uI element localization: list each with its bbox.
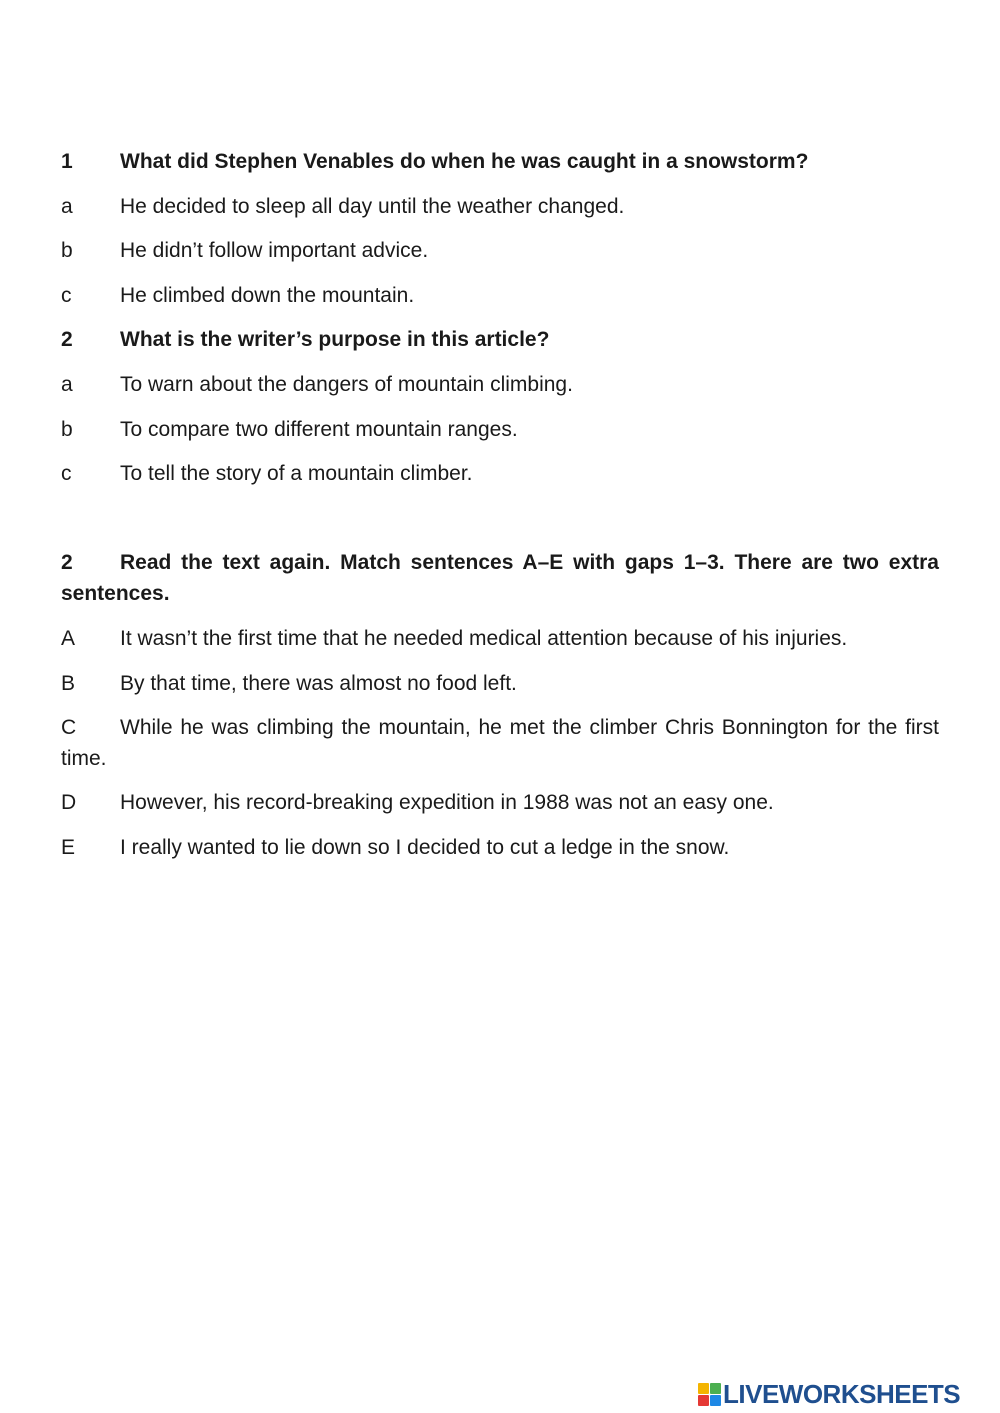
sentence-text: I really wanted to lie down so I decided to cut a ledge in the snow. — [120, 836, 730, 859]
sentence-text: It wasn’t the first time that he needed medical attention because of his injuries. — [120, 627, 848, 650]
option-text: He didn’t follow important advice. — [120, 239, 429, 262]
option-text: He decided to sleep all day until the weather changed. — [120, 195, 625, 218]
sentence-text: While he was climbing the mountain, he met the climber Chris Bonnington for the first time. — [61, 716, 939, 770]
liveworksheets-logo-icon — [698, 1383, 721, 1406]
sentence-letter: E — [61, 836, 76, 859]
task-2-instruction — [61, 547, 939, 609]
sentence-a[interactable] — [61, 623, 939, 654]
question-2-option-a[interactable] — [61, 369, 939, 400]
option-letter: b — [61, 418, 73, 441]
sentence-e[interactable] — [61, 832, 939, 863]
sentence-text: By that time, there was almost no food left. — [120, 672, 517, 695]
question-text: What did Stephen Venables do when he was caught in a snowstorm? — [120, 150, 809, 173]
option-text: To warn about the dangers of mountain climbing. — [120, 373, 573, 396]
option-letter: b — [61, 239, 73, 262]
question-1-option-a[interactable] — [61, 191, 939, 222]
sentence-b[interactable] — [61, 668, 939, 699]
question-2-option-c[interactable] — [61, 458, 939, 489]
question-1-option-c[interactable] — [61, 280, 939, 311]
question-number: 2 — [61, 328, 73, 351]
option-letter: c — [61, 284, 72, 307]
option-text: To compare two different mountain ranges. — [120, 418, 518, 441]
option-letter: a — [61, 195, 73, 218]
option-letter: c — [61, 462, 72, 485]
sentence-letter: B — [61, 672, 76, 695]
sentence-d[interactable] — [61, 787, 939, 818]
option-text: To tell the story of a mountain climber. — [120, 462, 473, 485]
sentence-text: However, his record-breaking expedition in 1988 was not an easy one. — [120, 791, 774, 814]
option-text: He climbed down the mountain. — [120, 284, 415, 307]
liveworksheets-logo[interactable] — [698, 1376, 960, 1412]
sentence-letter: D — [61, 791, 77, 814]
question-2 — [61, 324, 939, 355]
sentence-c[interactable] — [61, 712, 939, 774]
logo-text: LIVEWORKSHEETS — [723, 1378, 961, 1409]
sentence-letter: A — [61, 627, 76, 650]
question-1 — [61, 146, 939, 177]
question-2-option-b[interactable] — [61, 414, 939, 445]
question-text: What is the writer’s purpose in this article? — [120, 328, 550, 351]
question-1-option-b[interactable] — [61, 235, 939, 266]
sentence-letter: C — [61, 716, 77, 739]
instruction-text: Read the text again. Match sentences A–E with gaps 1–3. There are two extra sentences. — [61, 551, 939, 605]
option-letter: a — [61, 373, 73, 396]
task-number: 2 — [61, 551, 73, 574]
question-number: 1 — [61, 150, 73, 173]
